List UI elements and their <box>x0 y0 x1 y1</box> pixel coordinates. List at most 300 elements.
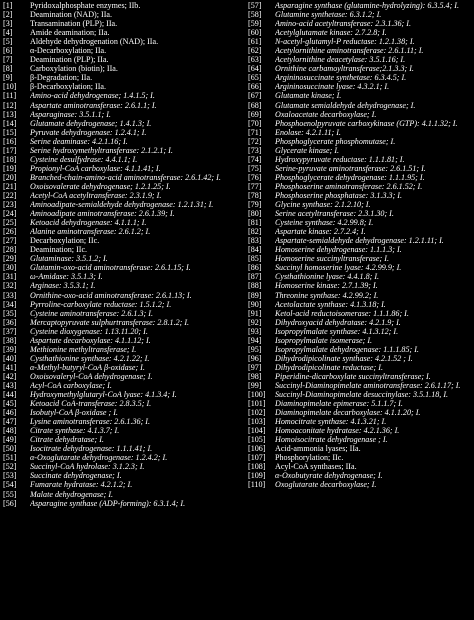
reaction-entry <box>3 300 235 309</box>
reaction-entry <box>248 272 472 281</box>
reaction-entry <box>3 345 235 354</box>
entry-number: [40] <box>3 353 17 363</box>
entry-number: [66] <box>248 82 262 92</box>
entry-number: [21] <box>3 181 17 191</box>
entry-number: [86] <box>248 263 262 273</box>
reaction-entry <box>3 399 235 408</box>
entry-text: Diaminopimelate decarboxylase: 4.1.1.20; I. <box>275 408 421 418</box>
entry-number: [44] <box>3 390 17 400</box>
reaction-entry <box>248 1 472 10</box>
entry-text: Cysthathionine synthase: 4.2.1.22; I. <box>30 353 150 363</box>
entry-number: [22] <box>3 190 17 200</box>
reaction-entry <box>248 480 472 489</box>
reaction-entry <box>248 399 472 408</box>
entry-text: Oxoisovalerate dehydrogenase; 1.2.1.25; I. <box>30 181 171 191</box>
reaction-entry <box>248 73 472 82</box>
entry-number: [15] <box>3 127 17 137</box>
reaction-entry <box>248 236 472 245</box>
reaction-entry <box>3 101 235 110</box>
entry-text: Arginase: 3.5.3.1; I. <box>30 281 96 291</box>
entry-text: Homoisocitrate dehydrogenase ; I. <box>275 435 388 445</box>
reaction-entry <box>248 164 472 173</box>
entry-text: Serine-pyruvate aminotransferase: 2.6.1.51; I. <box>275 163 426 173</box>
entry-number: [104] <box>248 426 266 436</box>
entry-text: Ketoacid dehydrogenase: 4.1.1.1; I. <box>30 218 147 228</box>
entry-text: Decarboxylation; IIc. <box>30 236 100 246</box>
reaction-entry <box>3 453 235 462</box>
reaction-entry <box>248 46 472 55</box>
reaction-entry <box>3 336 235 345</box>
reaction-entry <box>3 146 235 155</box>
entry-text: Citrate dehydratase; I. <box>30 435 104 445</box>
entry-number: [62] <box>248 46 262 56</box>
entry-number: [35] <box>3 308 17 318</box>
entry-number: [108] <box>248 462 266 472</box>
reaction-entry <box>3 209 235 218</box>
entry-text: Cysteine desulfydrase: 4.4.1.1; I. <box>30 154 138 164</box>
entry-text: Asparagine synthase (glutamine-hydrolyzing): 6.3.5.4; I. <box>275 1 460 10</box>
entry-number: [95] <box>248 344 262 354</box>
entry-text: Acetolactate synthase: 4.1.3.18; I. <box>275 299 386 309</box>
entry-text: Glutamine synthetase: 6.3.1.2; I. <box>275 10 382 20</box>
entry-number: [59] <box>248 19 262 29</box>
reaction-entry <box>248 128 472 137</box>
entry-text: Deamination (PLP); IIa. <box>30 55 109 65</box>
entry-text: α-Oxoglutarate dehydrogenase: 1.2.4.2; I. <box>30 453 168 463</box>
entry-number: [105] <box>248 435 266 445</box>
entry-text: Phosphoglycerate dehydrogenase: 1.1.1.95; I. <box>275 172 425 182</box>
entry-text: Acetylglutamate kinase: 2.7.2.8; I. <box>275 28 387 38</box>
entry-text: Glutamate dehydrogenase; 1.4.1.3; I. <box>30 118 152 128</box>
entry-number: [109] <box>248 471 266 481</box>
reaction-entry <box>248 101 472 110</box>
entry-number: [17] <box>3 145 17 155</box>
entry-number: [110] <box>248 480 266 490</box>
entry-text: Glycine synthase: 2.1.2.10; I. <box>275 200 371 210</box>
reaction-entry <box>248 182 472 191</box>
entry-number: [106] <box>248 444 266 454</box>
reaction-entry <box>3 318 235 327</box>
reaction-entry <box>3 309 235 318</box>
reaction-entry <box>248 254 472 263</box>
entry-text: ω-Amidase: 3.5.1.3; I. <box>30 272 103 282</box>
entry-number: [19] <box>3 163 17 173</box>
entry-text: Pyruvate dehydrogenase: 1.2.4.1; I. <box>30 127 147 137</box>
entry-text: Piperidine-dicarboxylate succinyltransferase; I. <box>275 371 431 381</box>
entry-number: [54] <box>3 480 17 490</box>
reaction-entry <box>248 300 472 309</box>
entry-number: [80] <box>248 209 262 219</box>
entry-text: Cysteine aminotransferase: 2.6.1.3; I. <box>30 308 153 318</box>
entry-text: Aspartate kinase: 2.7.2.4; I. <box>275 227 366 237</box>
reaction-entry <box>248 19 472 28</box>
reaction-entry <box>3 82 235 91</box>
reaction-entry <box>248 390 472 399</box>
entry-number: [2] <box>3 10 13 20</box>
entry-number: [41] <box>3 362 17 372</box>
entry-text: Phosphorylation; IIc. <box>275 453 344 463</box>
entry-number: [49] <box>3 435 17 445</box>
entry-text: Succinyl-Diaminopimelate aminotransferase: 2.6.1.17; I. <box>275 380 461 390</box>
entry-number: [96] <box>248 353 262 363</box>
reaction-entry <box>3 182 235 191</box>
entry-text: Hydroxymethylglutaryl-CoA lyase: 4.1.3.4; I. <box>30 390 177 400</box>
entry-text: Dihydrodipicolinate synthase: 4.2.1.52 ; I. <box>275 353 413 363</box>
reaction-entry <box>248 354 472 363</box>
reaction-entry <box>3 272 235 281</box>
reaction-entry <box>3 435 235 444</box>
reaction-entry <box>3 218 235 227</box>
entry-text: Deamination; IIc. <box>30 245 88 255</box>
entry-text: Succinyl-CoA hydrolase: 3.1.2.3; I. <box>30 462 145 472</box>
reaction-entry <box>3 499 235 508</box>
entry-number: [88] <box>248 281 262 291</box>
entry-number: [8] <box>3 64 13 74</box>
entry-text: Cysthathionine lyase: 4.4.1.8; I. <box>275 272 380 282</box>
reaction-entry <box>248 64 472 73</box>
entry-text: Asparaginase: 3.5.1.1; I. <box>30 109 111 119</box>
entry-text: Phosphoglycerate phosphomutase; I. <box>275 136 396 146</box>
entry-number: [91] <box>248 308 262 318</box>
entry-number: [43] <box>3 380 17 390</box>
entry-number: [36] <box>3 317 17 327</box>
entry-text: Ornithine carbamoyltransferase;2.1.3.3; I. <box>275 64 414 74</box>
reaction-entry <box>3 381 235 390</box>
entry-text: Isocitrate dehydrogenase: 1.1.1.41; I. <box>30 444 153 454</box>
entry-text: Cysteine synthase: 4.2.99.8; I. <box>275 218 374 228</box>
entry-number: [68] <box>248 100 262 110</box>
entry-number: [78] <box>248 190 262 200</box>
reaction-entry <box>248 435 472 444</box>
entry-text: Glutamate semialdehyde dehydrogenase; I. <box>275 100 416 110</box>
reaction-entry <box>3 1 235 10</box>
reaction-entry <box>248 363 472 372</box>
entry-text: Aminoadipate aminotransferase: 2.6.1.39; I. <box>30 209 175 219</box>
reaction-entry <box>248 336 472 345</box>
left-column <box>3 1 235 508</box>
entry-text: Threonine synthase: 4.2.99.2; I. <box>275 290 379 300</box>
entry-text: Aspartate aminotransferase: 2.6.1.1; I. <box>30 100 157 110</box>
entry-number: [27] <box>3 236 17 246</box>
entry-number: [58] <box>248 10 262 20</box>
reaction-entry <box>3 426 235 435</box>
entry-number: [101] <box>248 399 266 409</box>
entry-number: [13] <box>3 109 17 119</box>
entry-text: Argininosuccinate synthetase: 6.3.4.5; I. <box>275 73 407 83</box>
entry-number: [56] <box>3 498 17 508</box>
reaction-entry <box>248 55 472 64</box>
entry-text: Mercaptopyruvate sulphurtransferase: 2.8.1.2; I. <box>30 317 190 327</box>
entry-text: Serine deaminase: 4.2.1.16; I. <box>30 136 128 146</box>
entry-text: Acetylornithine deacetylase: 3.5.1.16; I. <box>275 55 406 65</box>
reaction-entry <box>248 155 472 164</box>
entry-text: α-Oxobutyrate dehydrogenase; I. <box>275 471 383 481</box>
reaction-entry <box>248 281 472 290</box>
entry-number: [94] <box>248 335 262 345</box>
entry-text: Ornithine-oxo-acid aminotransferase: 2.6.1.13; I. <box>30 290 192 300</box>
entry-number: [71] <box>248 127 262 137</box>
entry-number: [82] <box>248 227 262 237</box>
reaction-entry <box>248 318 472 327</box>
reaction-entry <box>3 73 235 82</box>
entry-number: [52] <box>3 462 17 472</box>
entry-text: Phosphoserine phosphatase: 3.1.3.3; I. <box>275 190 403 200</box>
entry-text: Cysteine dioxygenase: 1.13.11.20; I. <box>30 326 148 336</box>
entry-number: [46] <box>3 408 17 418</box>
entry-text: Citrate synthase: 4.1.3.7; I. <box>30 426 120 436</box>
reaction-entry <box>248 417 472 426</box>
entry-number: [92] <box>248 317 262 327</box>
reaction-entry <box>248 426 472 435</box>
entry-number: [99] <box>248 380 262 390</box>
entry-text: Methionine methyltransferase; I. <box>30 344 137 354</box>
entry-number: [4] <box>3 28 13 38</box>
entry-number: [67] <box>248 91 262 101</box>
reaction-entry <box>3 390 235 399</box>
entry-number: [47] <box>3 417 17 427</box>
entry-text: Aldehyde dehydrogenation (NAD); IIa. <box>30 37 159 47</box>
entry-text: N-acetyl-glutamyl-P reductase: 1.2.1.38; I. <box>275 37 415 47</box>
reaction-entry <box>3 363 235 372</box>
reaction-entry <box>3 128 235 137</box>
entry-number: [25] <box>3 218 17 228</box>
entry-number: [84] <box>248 245 262 255</box>
entry-text: Alanine aminotransferase: 2.6.1.2; I. <box>30 227 151 237</box>
entry-number: [11] <box>3 91 17 101</box>
entry-text: Transamination (PLP); IIa. <box>30 19 118 29</box>
entry-number: [103] <box>248 417 266 427</box>
reaction-entry <box>248 200 472 209</box>
entry-text: Malate dehydrogenase; I. <box>30 489 114 499</box>
reaction-entry <box>3 191 235 200</box>
entry-text: Homocitrate synthase: 4.1.3.21; I. <box>275 417 387 427</box>
entry-number: [90] <box>248 299 262 309</box>
reaction-entry <box>3 254 235 263</box>
reaction-entry <box>248 110 472 119</box>
entry-number: [38] <box>3 335 17 345</box>
reaction-entry <box>3 110 235 119</box>
reaction-entry <box>248 408 472 417</box>
reaction-entry <box>3 354 235 363</box>
entry-text: Acyl-CoA synthases; IIa. <box>275 462 357 472</box>
reaction-entry <box>248 191 472 200</box>
entry-number: [77] <box>248 181 262 191</box>
entry-text: Ketol-acid reductoisomerase: 1.1.1.86; I. <box>275 308 409 318</box>
entry-text: Glycerate kinase; I. <box>275 145 340 155</box>
entry-number: [53] <box>3 471 17 481</box>
entry-number: [14] <box>3 118 17 128</box>
entry-number: [48] <box>3 426 17 436</box>
entry-text: Isopropylmalate dehydrogenase: 1.1.1.85; I. <box>275 344 419 354</box>
entry-number: [29] <box>3 254 17 264</box>
entry-text: Acyl-CoA carboxylase; I. <box>30 380 112 390</box>
entry-number: [76] <box>248 172 262 182</box>
entry-text: Isopropylmalate isomerase; I. <box>275 335 373 345</box>
entry-number: [85] <box>248 254 262 264</box>
entry-text: Pyrroline-carboxylate reductase: 1.5.1.2; I. <box>30 299 172 309</box>
entry-number: [10] <box>3 82 17 92</box>
reaction-entry <box>248 91 472 100</box>
entry-text: Oxoisovaleryl-CoA dehydrogenase; I. <box>30 371 153 381</box>
reaction-entry <box>248 146 472 155</box>
entry-number: [74] <box>248 154 262 164</box>
reaction-entry <box>3 64 235 73</box>
entry-text: Isopropylmalate synthase: 4.1.3.12; I. <box>275 326 399 336</box>
entry-text: Carboxylation (biotin); IIa. <box>30 64 118 74</box>
reaction-entry <box>3 471 235 480</box>
entry-number: [93] <box>248 326 262 336</box>
entry-number: [7] <box>3 55 13 65</box>
reaction-entry <box>248 381 472 390</box>
entry-text: Ketoacid CoA-transferase: 2.8.3.5; I. <box>30 399 152 409</box>
entry-text: Homoserine succinyltransferase; I. <box>275 254 389 264</box>
entry-text: Fumarate hydratase: 4.2.1.2; I. <box>30 480 133 490</box>
reaction-entry <box>3 164 235 173</box>
entry-number: [70] <box>248 118 262 128</box>
entry-number: [31] <box>3 272 17 282</box>
entry-number: [100] <box>248 390 266 400</box>
entry-text: Succinate dehydrogenase; I. <box>30 471 122 481</box>
reaction-entry <box>3 462 235 471</box>
entry-text: Succinyl-Diaminopimelate desuccinylase: 3.5.1.18, I. <box>275 390 449 400</box>
entry-number: [28] <box>3 245 17 255</box>
reaction-entry <box>3 291 235 300</box>
reaction-entry <box>3 408 235 417</box>
entry-text: Propionyl-CoA carboxylase: 4.1.1.41; I. <box>30 163 161 173</box>
entry-text: Diaminopimelate epimerase: 5.1.1.7; I. <box>275 399 403 409</box>
entry-text: β-Degradation; IIa. <box>30 73 93 83</box>
entry-number: [37] <box>3 326 17 336</box>
entry-number: [102] <box>248 408 266 418</box>
reaction-entry <box>248 37 472 46</box>
entry-number: [32] <box>3 281 17 291</box>
entry-text: Aspartate decarboxylase: 4.1.1.12; I. <box>30 335 151 345</box>
reaction-entry <box>3 173 235 182</box>
entry-text: Phosphoenolpyruvate carboxykinase (GTP): 4.1.1.32; I. <box>275 118 458 128</box>
entry-text: Homoaconitate hydratase: 4.2.1.36; I. <box>275 426 400 436</box>
reaction-entry <box>3 236 235 245</box>
entry-number: [98] <box>248 371 262 381</box>
reaction-entry <box>3 55 235 64</box>
entry-text: Glutamate kinase; I. <box>275 91 342 101</box>
reaction-entry <box>3 327 235 336</box>
entry-text: Hydroxypyruvate reductase: 1.1.1.81; I. <box>275 154 405 164</box>
entry-number: [107] <box>248 453 266 463</box>
entry-text: Asparagine synthase (ADP-forming): 6.3.1.4; I. <box>30 498 186 508</box>
entry-number: [73] <box>248 145 262 155</box>
reaction-entry <box>3 10 235 19</box>
entry-number: [3] <box>3 19 13 29</box>
entry-number: [9] <box>3 73 13 83</box>
reaction-entry <box>248 218 472 227</box>
entry-text: Oxaloacetate decarboxylase; I. <box>275 109 377 119</box>
entry-number: [65] <box>248 73 262 83</box>
entry-number: [51] <box>3 453 17 463</box>
entry-text: Oxoglutarate decarboxylase; I. <box>275 480 377 490</box>
entry-text: Acetyl-CoA acetyltransferase: 2.3.1.9; I. <box>30 190 162 200</box>
entry-number: [12] <box>3 100 17 110</box>
entry-number: [64] <box>248 64 262 74</box>
entry-text: Succinyl homoserine lyase: 4.2.99.9; I. <box>275 263 402 273</box>
entry-number: [6] <box>3 46 13 56</box>
entry-number: [16] <box>3 136 17 146</box>
entry-number: [79] <box>248 200 262 210</box>
reaction-entry <box>248 444 472 453</box>
reaction-entry <box>248 309 472 318</box>
entry-number: [72] <box>248 136 262 146</box>
entry-text: Enolase: 4.2.1.11; I. <box>275 127 341 137</box>
reaction-entry <box>3 19 235 28</box>
reaction-entry <box>3 417 235 426</box>
entry-text: Dihydroxyacid dehydratase: 4.2.1.9; I. <box>275 317 401 327</box>
reaction-entry <box>248 263 472 272</box>
reaction-entry <box>248 345 472 354</box>
entry-text: Aminoadipate-semialdehyde dehydrogenase: 1.2.1.31; I. <box>30 200 214 210</box>
entry-number: [75] <box>248 163 262 173</box>
entry-number: [69] <box>248 109 262 119</box>
reaction-entry <box>3 119 235 128</box>
reaction-entry <box>3 227 235 236</box>
entry-text: Glutamin-oxo-acid aminotransferase: 2.6.1.15; I. <box>30 263 191 273</box>
entry-text: Phosphoserine aminotransferase: 2.6.1.52; I. <box>275 181 423 191</box>
entry-text: Serine hydroxymethyltransferase: 2.1.2.1; I. <box>30 145 173 155</box>
reaction-entry <box>248 82 472 91</box>
reaction-entry <box>248 137 472 146</box>
reaction-entry <box>3 46 235 55</box>
entry-text: Glutaminase: 3.5.1.2; I. <box>30 254 108 264</box>
entry-number: [63] <box>248 55 262 65</box>
reaction-entry <box>3 137 235 146</box>
entry-number: [42] <box>3 371 17 381</box>
reaction-entry <box>248 453 472 462</box>
entry-number: [55] <box>3 489 17 499</box>
entry-number: [18] <box>3 154 17 164</box>
reaction-entry <box>248 471 472 480</box>
entry-number: [1] <box>3 1 13 10</box>
entry-text: Aspartate-semialdehyde dehydrogenase: 1.2.1.11; I. <box>275 236 444 246</box>
entry-text: Serine acetyltransferase: 2.3.1.30; I. <box>275 209 394 219</box>
entry-number: [89] <box>248 290 262 300</box>
reaction-entry <box>248 245 472 254</box>
reaction-entry <box>248 462 472 471</box>
entry-text: α-Decarboxylation; IIa. <box>30 46 107 56</box>
entry-number: [97] <box>248 362 262 372</box>
entry-text: Argininosuccinate lyase: 4.3.2.1; I. <box>275 82 390 92</box>
reaction-entry <box>3 444 235 453</box>
entry-number: [50] <box>3 444 17 454</box>
reaction-entry <box>3 245 235 254</box>
entry-text: Amino-acid dehydrogenase; 1.4.1.5; I. <box>30 91 155 101</box>
reaction-entry <box>248 372 472 381</box>
entry-text: Lysine aminotransferase: 2.6.1.36; I. <box>30 417 151 427</box>
reaction-entry <box>3 480 235 489</box>
reaction-entry <box>248 291 472 300</box>
entry-text: Pyridoxalphosphate enzymes; IIb. <box>30 1 141 10</box>
entry-number: [30] <box>3 263 17 273</box>
reaction-entry <box>248 227 472 236</box>
right-column <box>248 1 472 490</box>
reaction-entry <box>248 209 472 218</box>
entry-number: [33] <box>3 290 17 300</box>
reaction-entry <box>3 263 235 272</box>
reaction-entry <box>3 91 235 100</box>
entry-text: Acid-ammonia lyases; IIa. <box>275 444 361 454</box>
entry-number: [61] <box>248 37 262 47</box>
reaction-entry <box>248 173 472 182</box>
entry-text: Amino-acid acetyltransferase: 2.3.1.36; I. <box>275 19 411 29</box>
reaction-entry <box>248 28 472 37</box>
entry-text: β-Decarboxylation; IIa. <box>30 82 107 92</box>
